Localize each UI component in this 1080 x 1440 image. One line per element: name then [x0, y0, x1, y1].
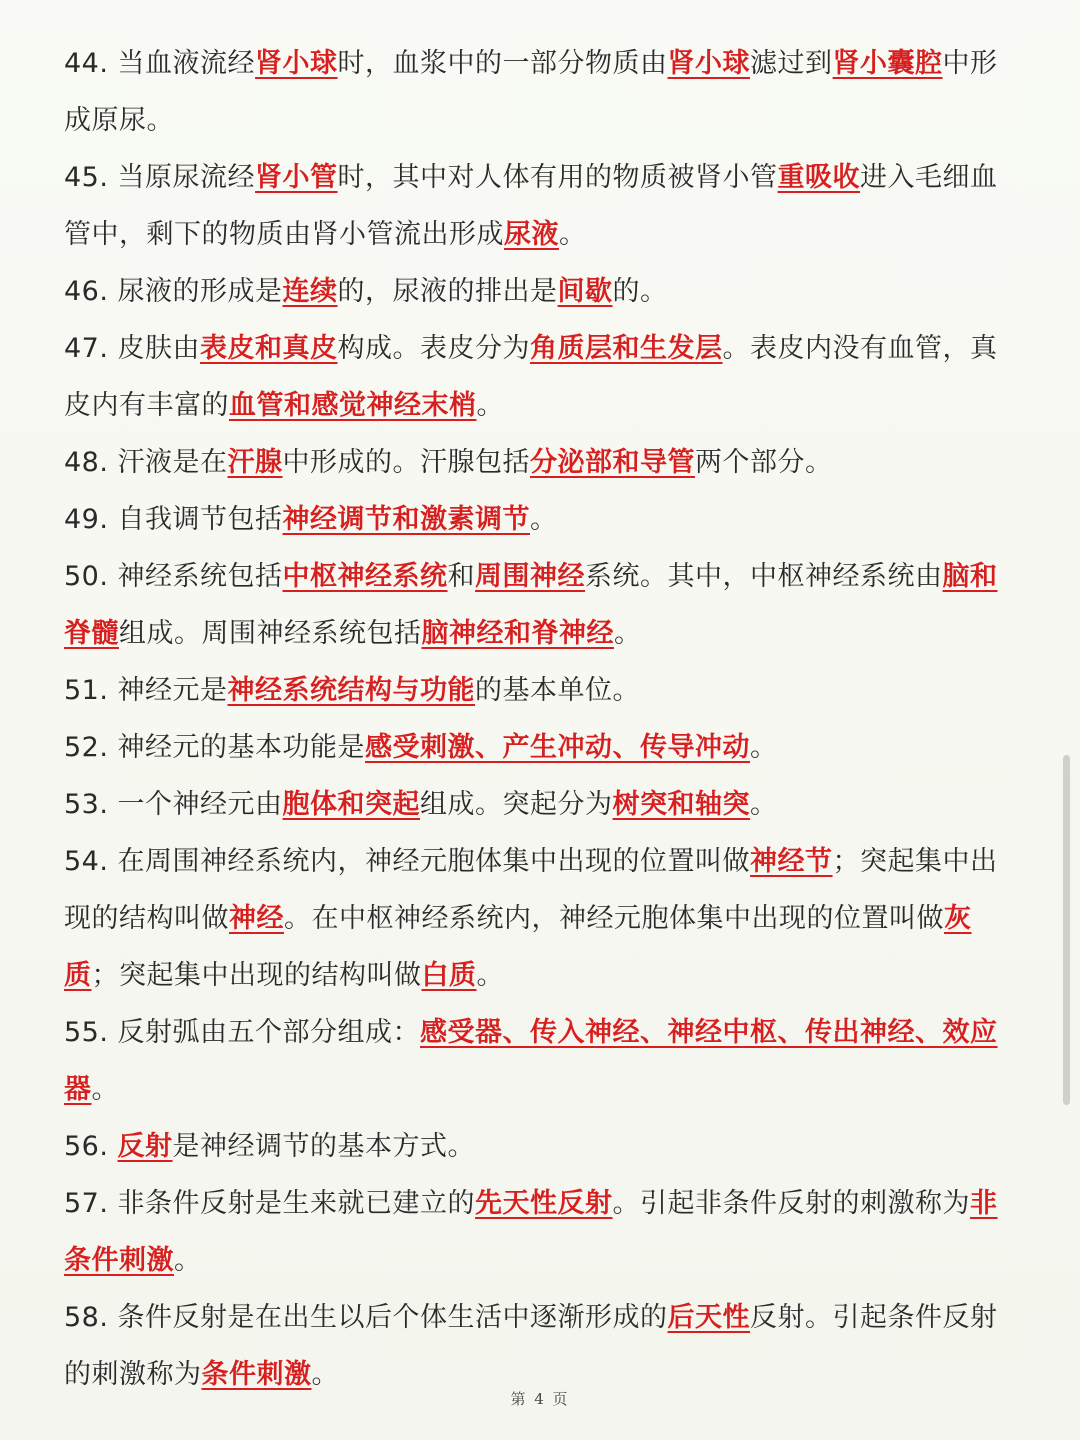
answer-highlight: 肾小球	[255, 48, 338, 79]
scrollbar-thumb[interactable]	[1063, 755, 1070, 1105]
note-text: 。	[91, 1074, 119, 1105]
answer-highlight: 肾小管	[255, 162, 338, 193]
answer-highlight: 汗腺	[227, 447, 283, 478]
note-item-46	[64, 263, 1016, 320]
answer-highlight: 神经系统结构与功能	[227, 675, 476, 706]
note-text: 。	[750, 732, 778, 763]
note-text: 中形成的。汗腺包括	[282, 447, 531, 478]
note-text: 52. 神经元的基本功能是	[64, 732, 366, 763]
note-text: 的基本单位。	[475, 675, 641, 706]
note-text: 55. 反射弧由五个部分组成：	[64, 1017, 421, 1048]
note-text: 。	[559, 219, 587, 250]
note-item-49	[64, 491, 1016, 548]
note-text: 进入毛细血管中，剩下的物质由肾小管流出形成	[64, 162, 998, 250]
answer-highlight: 角质层和生发层	[530, 333, 723, 364]
note-text: 51. 神经元是	[64, 675, 228, 706]
answer-highlight: 树突和轴突	[612, 789, 751, 820]
note-text: 组成。周围神经系统包括	[119, 618, 422, 649]
note-text: 和	[447, 561, 476, 592]
answer-highlight: 先天性反射	[475, 1188, 613, 1219]
note-item-54	[64, 833, 1016, 1004]
answer-highlight: 反射	[117, 1131, 173, 1162]
note-text: ；突起集中出现的结构叫做	[64, 846, 998, 934]
note-text: 组成。突起分为	[420, 789, 613, 820]
note-item-52	[64, 719, 1016, 776]
note-item-47	[64, 320, 1016, 434]
note-text: 53. 一个神经元由	[64, 789, 283, 820]
note-text: 。	[476, 390, 504, 421]
answer-highlight: 分泌部和导管	[530, 447, 696, 478]
answer-highlight: 连续	[282, 276, 338, 307]
note-text: 时，其中对人体有用的物质被肾小管	[337, 162, 778, 193]
note-text: 。	[614, 618, 642, 649]
note-item-44	[64, 35, 1016, 149]
answer-highlight: 条件刺激	[201, 1359, 312, 1390]
answer-highlight: 神经	[229, 903, 284, 934]
note-text: 。	[530, 504, 558, 535]
note-text: 。	[311, 1359, 339, 1390]
note-text: 是神经调节的基本方式。	[172, 1131, 476, 1162]
note-text: 系统。其中，中枢神经系统由	[585, 561, 943, 592]
note-item-55	[64, 1004, 1016, 1118]
note-text: 。表皮内没有血管，真皮内有丰富的	[64, 333, 998, 421]
answer-highlight: 肾小囊腔	[832, 48, 943, 79]
page-number: 第 4 页	[510, 1390, 570, 1408]
note-text: 构成。表皮分为	[337, 333, 531, 364]
note-item-50	[64, 548, 1016, 662]
answer-highlight: 脑和脊髓	[64, 561, 998, 649]
note-text: 反射。引起条件反射的刺激称为	[64, 1302, 998, 1390]
answer-highlight: 感受器、传入神经、神经中枢、传出神经、效应器	[64, 1017, 998, 1105]
note-item-57	[64, 1175, 1016, 1289]
note-item-58	[64, 1289, 1016, 1403]
note-text: 。	[174, 1245, 202, 1276]
answer-highlight: 肾小球	[667, 48, 751, 79]
note-text: 57. 非条件反射是生来就已建立的	[64, 1188, 476, 1219]
note-text: 。在中枢神经系统内，神经元胞体集中出现的位置叫做	[284, 903, 944, 934]
note-text: 的。	[612, 276, 668, 307]
note-text: 54. 在周围神经系统内，神经元胞体集中出现的位置叫做	[64, 846, 751, 877]
answer-highlight: 尿液	[504, 219, 559, 250]
answer-highlight: 间歇	[557, 276, 613, 307]
answer-highlight: 灰质	[64, 903, 972, 991]
note-item-51	[64, 662, 1016, 719]
answer-highlight: 血管和感觉神经末梢	[229, 390, 477, 421]
note-text: 45. 当原尿流经	[64, 162, 256, 193]
answer-highlight: 白质	[421, 960, 477, 991]
answer-highlight: 表皮和真皮	[200, 333, 338, 364]
note-text: 的，尿液的排出是	[337, 276, 558, 307]
note-text: 58. 条件反射是在出生以后个体生活中逐渐形成的	[64, 1302, 668, 1333]
note-text: 。	[750, 789, 778, 820]
answer-highlight: 中枢神经系统	[282, 561, 448, 592]
study-notes-list	[64, 35, 1016, 1403]
note-text: 两个部分。	[695, 447, 833, 478]
answer-highlight: 周围神经	[475, 561, 586, 592]
note-text: 48. 汗液是在	[64, 447, 228, 478]
note-text: 50. 神经系统包括	[64, 561, 283, 592]
note-text: 44. 当血液流经	[64, 48, 256, 79]
note-item-53	[64, 776, 1016, 833]
note-item-45	[64, 149, 1016, 263]
answer-highlight: 胞体和突起	[282, 789, 421, 820]
note-text: 。引起非条件反射的刺激称为	[612, 1188, 971, 1219]
answer-highlight: 后天性	[667, 1302, 751, 1333]
answer-highlight: 重吸收	[777, 162, 861, 193]
note-item-48	[64, 434, 1016, 491]
note-text: 56.	[64, 1131, 118, 1162]
note-text: 中形成原尿。	[64, 48, 998, 136]
note-text: 时，血浆中的一部分物质由	[337, 48, 668, 79]
answer-highlight: 神经调节和激素调节	[282, 504, 531, 535]
answer-highlight: 感受刺激、产生冲动、传导冲动	[365, 732, 751, 763]
note-text: 滤过到	[750, 48, 833, 79]
answer-highlight: 神经节	[750, 846, 833, 877]
note-text: 。	[476, 960, 504, 991]
note-text: 49. 自我调节包括	[64, 504, 283, 535]
answer-highlight: 非条件刺激	[64, 1188, 998, 1276]
note-text: 46. 尿液的形成是	[64, 276, 283, 307]
note-text: 47. 皮肤由	[64, 333, 201, 364]
note-text: ；突起集中出现的结构叫做	[91, 960, 422, 991]
answer-highlight: 脑神经和脊神经	[421, 618, 614, 649]
note-item-56	[64, 1118, 1016, 1175]
